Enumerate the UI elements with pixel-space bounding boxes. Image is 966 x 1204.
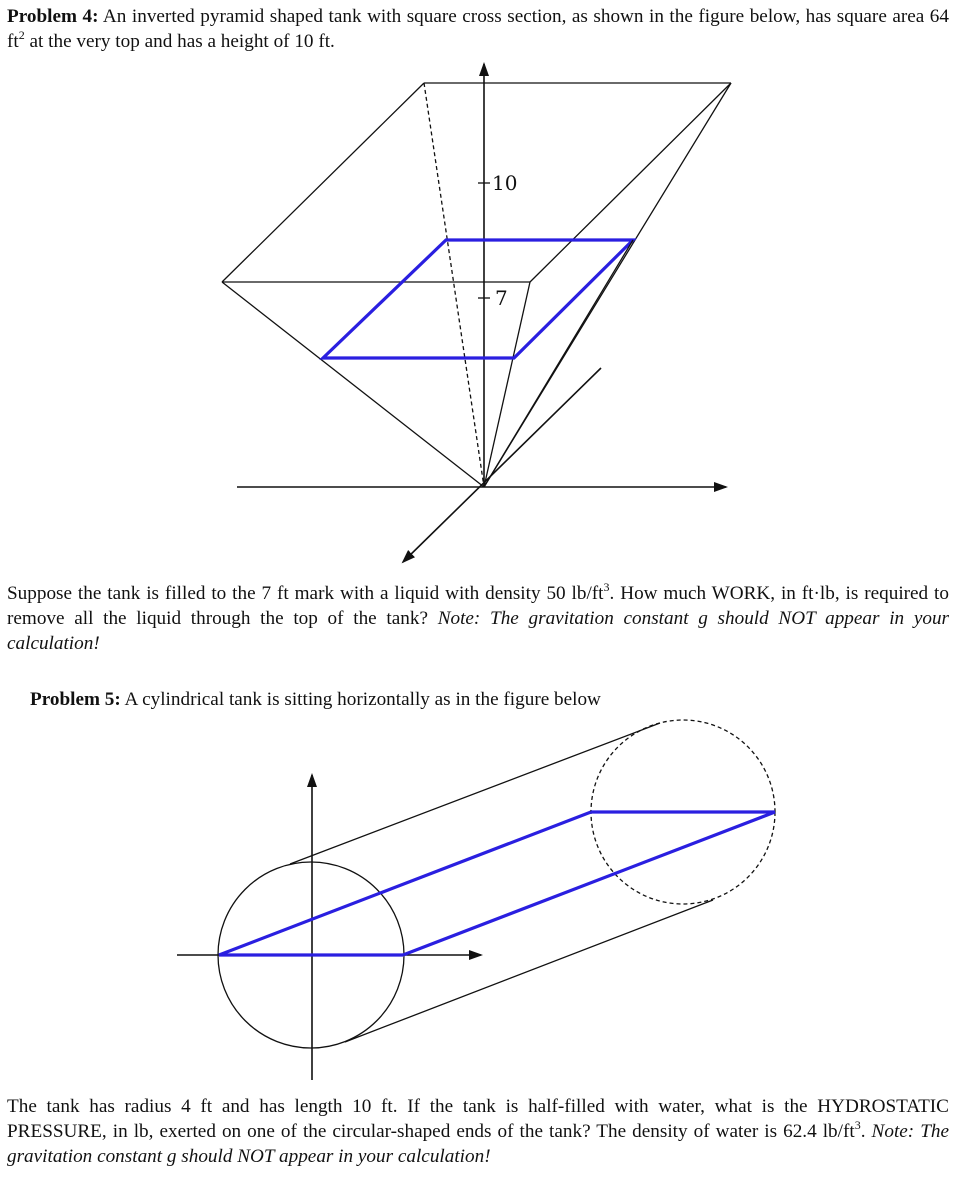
superscript: 2 bbox=[18, 27, 25, 42]
problem-5-note: Note: The gravitation constant g should NOT appear in your calculation! bbox=[7, 1121, 949, 1167]
lateral-edge-front bbox=[484, 282, 530, 487]
problem-4-statement bbox=[7, 4, 949, 54]
problem-4-text: An inverted pyramid shaped tank with square cross section, as shown in the figure below, has square area 64 ft bbox=[7, 6, 949, 52]
problem-5-heading: Problem 5: bbox=[30, 689, 121, 710]
problem-4-note: Note: The gravitation constant g should NOT appear in your calculation! bbox=[7, 608, 950, 654]
lateral-edge-hidden bbox=[424, 83, 484, 487]
water-surface-left bbox=[219, 812, 591, 955]
top-edge-left bbox=[222, 83, 424, 282]
cylinder-bottom-edge bbox=[345, 900, 713, 1042]
cylinder-top-edge bbox=[290, 723, 660, 864]
problem-4-heading: Problem 4: bbox=[7, 6, 99, 27]
problem-4-question bbox=[7, 581, 949, 656]
problem-4-question-text-end: . How much WORK, in ft·lb, is required to remove all the liquid through the top of the tank? bbox=[7, 583, 949, 629]
tick-label-10: 10 bbox=[492, 171, 518, 195]
problem-5-question bbox=[7, 1094, 949, 1169]
problem-5-question-text-end: . bbox=[860, 1121, 872, 1142]
problem-4-question-text: Suppose the tank is filled to the 7 ft mark with a liquid with density 50 lb/ft bbox=[7, 583, 604, 604]
tick-label-7: 7 bbox=[495, 286, 508, 310]
top-edge-right bbox=[530, 83, 731, 282]
lateral-edge-left bbox=[222, 282, 484, 487]
superscript: 3 bbox=[603, 579, 610, 594]
superscript: 3 bbox=[854, 1117, 861, 1132]
liquid-edge-right bbox=[484, 240, 633, 487]
liquid-surface bbox=[323, 240, 633, 358]
problem-4-text-end: at the very top and has a height of 10 ft. bbox=[24, 31, 335, 52]
problem-5-question-text: The tank has radius 4 ft and has length 10 ft. If the tank is half-filled with water, what is the HYDROSTATIC PRESSURE, in lb, exerted on one of the circular-shaped ends of the tank? The density of water is 62.4 lb/ft bbox=[7, 1096, 949, 1142]
cylinder-figure bbox=[0, 715, 966, 1085]
pyramid-figure bbox=[0, 55, 966, 575]
water-surface-right bbox=[403, 812, 775, 955]
problem-5-statement bbox=[30, 687, 950, 712]
y-axis bbox=[403, 368, 601, 562]
problem-5-text: A cylindrical tank is sitting horizontally as in the figure below bbox=[120, 689, 601, 710]
